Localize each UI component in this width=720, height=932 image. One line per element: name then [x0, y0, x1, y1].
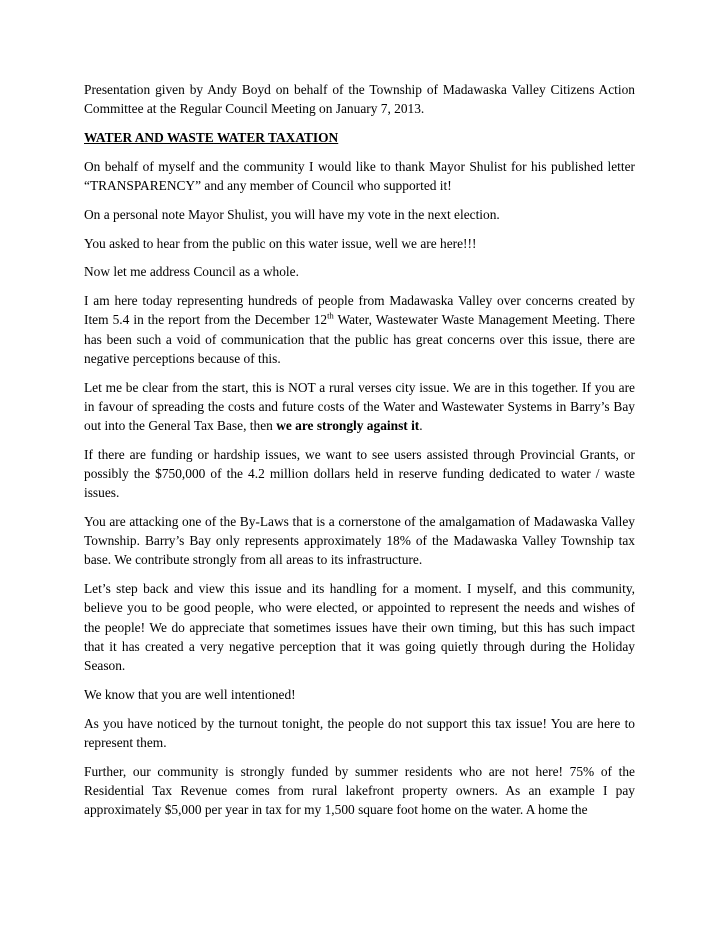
funding-paragraph: If there are funding or hardship issues, we want to see users assisted through Provincial Grants, or possibly the $750,000 of the 4.2 million dollars held in reserve funding dedicated to water / waste issues.: [84, 446, 635, 501]
intentioned-paragraph: We know that you are well intentioned!: [84, 686, 296, 702]
clear-bold-text: we are strongly against it: [276, 418, 420, 433]
thanks-paragraph: On behalf of myself and the community I would like to thank Mayor Shulist for his published letter “TRANSPARENCY” and any member of Council who supported it!: [84, 158, 635, 193]
representing-paragraph: [84, 291, 635, 368]
address-paragraph: Now let me address Council as a whole.: [84, 264, 299, 280]
bylaws-paragraph: You are attacking one of the By-Laws that is a cornerstone of the amalgamation of Madawaska Valley Township. Barry’s Bay only represents approximately 18% of the Madawaska Valley Township tax base. We contribute strongly from all areas to its infrastructure.: [84, 514, 635, 568]
representing-text-start: I am here today representing hundreds of people from Madawaska Valley over concerns created by Item 5.4 in the report from the December 12: [84, 293, 635, 328]
clear-text-start: Let me be clear from the start, this is NOT a rural verses city issue. We are in this together. If you are in favour of spreading the costs and future costs of the Water and Wastewater Systems in Barry’s Bay out into the General Tax Base, then: [84, 379, 635, 433]
intro-paragraph: Presentation given by Andy Boyd on behalf of the Township of Madawaska Valley Citizens Action Committee at the Regular Council Meeting on January 7, 2013.: [84, 82, 635, 117]
clear-paragraph: [84, 378, 635, 436]
clear-text-end: .: [419, 418, 423, 433]
further-paragraph: Further, our community is strongly funded by summer residents who are not here! 75% of the Residential Tax Revenue comes from rural lakefront property owners. As an example I pay approximately $5,000 per year in tax for my 1,500 square foot home on the water. A home the: [84, 763, 635, 818]
representing-text-end: Water, Wastewater Waste Management Meeting. There has been such a void of communication that the public has great concerns over this issue, there are negative perceptions because of this.: [84, 312, 635, 366]
section-heading: WATER AND WASTE WATER TAXATION: [84, 130, 339, 145]
step-back-paragraph: Let’s step back and view this issue and its handling for a moment. I myself, and this community, believe you to be good people, who were elected, or appointed to represent the needs and wishes of the people! We do appreciate that sometimes issues have their own timing, but this has such impact that it has created a very negative perception that it was going quietly through during the Holiday Season.: [84, 581, 635, 674]
asked-paragraph: You asked to hear from the public on this water issue, well we are here!!!: [84, 235, 477, 251]
turnout-paragraph: As you have noticed by the turnout tonight, the people do not support this tax issue! You are here to represent them.: [84, 715, 635, 750]
vote-paragraph: On a personal note Mayor Shulist, you will have my vote in the next election.: [84, 206, 500, 222]
document-page: [84, 80, 635, 829]
ordinal-suffix: th: [327, 310, 334, 321]
